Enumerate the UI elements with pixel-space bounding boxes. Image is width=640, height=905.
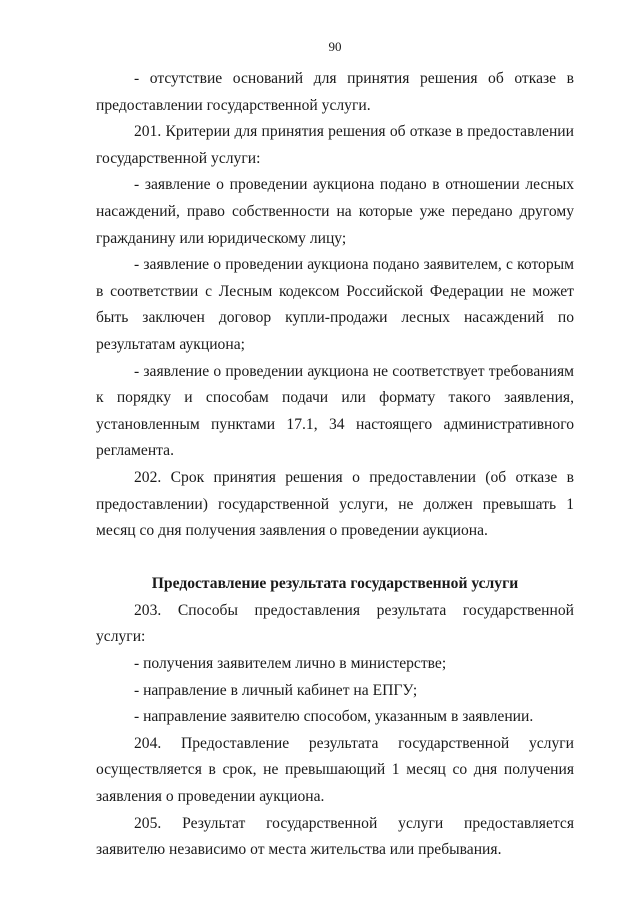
paragraph-criterion-format: - заявление о проведении аукциона не соответствует требованиям к порядку и способам подачи или формату такого заявления, установленным пунктами 17.1, 34 настоящего административного регламента. — [96, 362, 574, 460]
document-page — [96, 0, 574, 905]
paragraph-method-in-person: - получения заявителем лично в министерстве; — [134, 655, 447, 673]
document-body — [96, 66, 574, 864]
paragraph-201-criteria: 201. Критерии для принятия решения об отказе в предоставлении государственной услуги: — [96, 123, 574, 167]
paragraph-method-specified: - направление заявителю способом, указанным в заявлении. — [134, 708, 534, 726]
paragraph-202-deadline: 202. Срок принятия решения о предоставлении (об отказе в предоставлении) государственной услуги, не должен превышать 1 месяц со дня получения заявления о проведении аукциона. — [96, 468, 574, 540]
section-heading: Предоставление результата государственной услуги — [151, 575, 519, 593]
paragraph-method-epgu: - направление в личный кабинет на ЕПГУ; — [134, 681, 418, 699]
page-number: 90 — [328, 39, 342, 54]
paragraph-205-result: 205. Результат государственной услуги предоставляется заявителю независимо от места жительства или пребывания. — [96, 814, 574, 859]
paragraph-203-methods: 203. Способы предоставления результата государственной услуги: — [96, 601, 574, 646]
paragraph-204-term: 204. Предоставление результата государственной услуги осуществляется в срок, не превышающий 1 месяц со дня получения заявления о проведении аукциона. — [96, 734, 574, 806]
paragraph-criterion-ownership: - заявление о проведении аукциона подано в отношении лесных насаждений, право собственности на которые уже передано другому гражданину или юридическому лицу; — [96, 176, 574, 247]
paragraph-criterion-applicant: - заявление о проведении аукциона подано заявителем, с которым в соответствии с Лесным кодексом Российской Федерации не может быть заключен договор купли-продажи лесных насаждений по результатам аукциона; — [96, 256, 574, 353]
paragraph-no-grounds: - отсутствие оснований для принятия решения об отказе в предоставлении государственной услуги. — [96, 70, 574, 114]
